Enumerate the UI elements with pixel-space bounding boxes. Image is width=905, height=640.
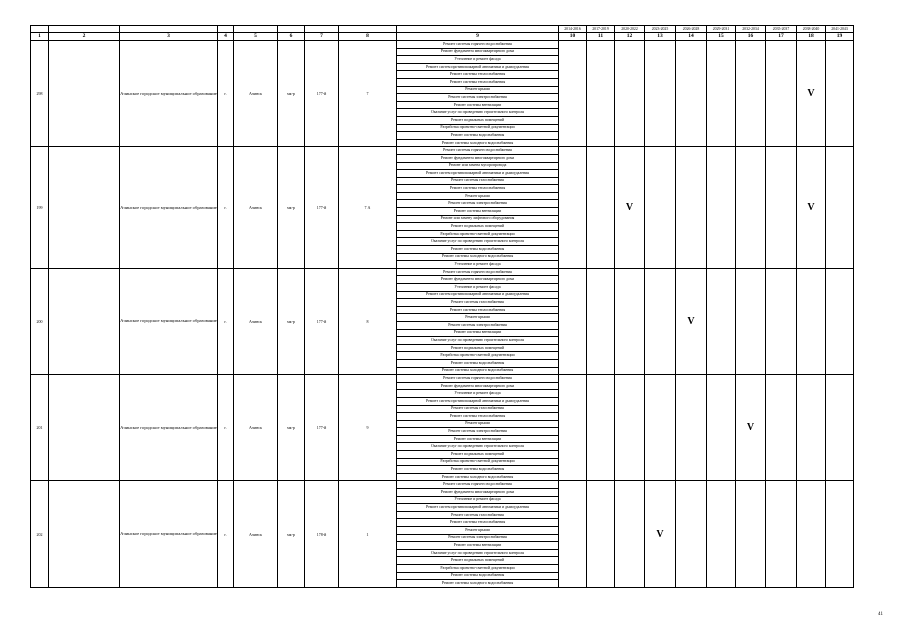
work-item: Ремонт системы электроснабжения xyxy=(397,94,559,102)
settlement-type: г. xyxy=(218,147,234,269)
period-header: 2041-2043 xyxy=(826,26,854,33)
work-item: Ремонт системы теплоснабжения xyxy=(397,413,559,421)
period-mark: V xyxy=(797,147,826,269)
work-item: Ремонт системы электроснабжения xyxy=(397,321,559,329)
period-cell xyxy=(707,481,736,587)
work-item: Ремонт фундамента многоквартирного дома xyxy=(397,276,559,284)
empty-cell xyxy=(49,375,120,481)
work-item: Ремонт или замену лифтового оборудования xyxy=(397,215,559,223)
column-number: 5 xyxy=(234,33,278,41)
work-item: Ремонт системы горячего водоснабжения xyxy=(397,268,559,276)
settlement-type: г. xyxy=(218,481,234,587)
district-type: мк-р xyxy=(278,147,305,269)
district-type: мк-р xyxy=(278,268,305,374)
record-number: 202 xyxy=(31,481,49,587)
work-item: Ремонт системы горячего водоснабжения xyxy=(397,375,559,383)
work-item: Разработка проектно-сметной документации xyxy=(397,564,559,572)
work-item: Ремонт системы водоснабжения xyxy=(397,246,559,254)
record-number: 199 xyxy=(31,147,49,269)
work-item: Ремонт системы газоснабжения xyxy=(397,177,559,185)
work-item: Ремонт системы теплоснабжения xyxy=(397,519,559,527)
work-item: Ремонт системы водоснабжения xyxy=(397,466,559,474)
header-blank-cell xyxy=(31,26,49,33)
work-item: Ремонт системы вентиляции xyxy=(397,101,559,109)
period-cell xyxy=(615,268,645,374)
work-item: Ремонт подвальных помещений xyxy=(397,223,559,231)
work-item: Ремонт систем противопожарной автоматики и дымоудаления xyxy=(397,63,559,71)
work-item: Ремонт систем противопожарной автоматики и дымоудаления xyxy=(397,504,559,512)
period-cell xyxy=(676,147,707,269)
period-cell xyxy=(736,147,766,269)
period-header: 2014-2016 xyxy=(559,26,587,33)
header-blank-cell xyxy=(49,26,120,33)
work-item: Ремонт системы холодного водоснабжения xyxy=(397,367,559,375)
period-mark: V xyxy=(645,481,676,587)
period-cell xyxy=(707,375,736,481)
period-header: 2023-2025 xyxy=(645,26,676,33)
period-cell xyxy=(645,147,676,269)
work-item: Ремонт крыши xyxy=(397,192,559,200)
header-blank-cell xyxy=(234,26,278,33)
work-item: Ремонт системы электроснабжения xyxy=(397,428,559,436)
house-number: 7 xyxy=(339,41,397,147)
work-item: Разработка проектно-сметной документации xyxy=(397,352,559,360)
district-type: мк-р xyxy=(278,41,305,147)
work-item: Ремонт подвальных помещений xyxy=(397,451,559,459)
work-item: Утепление и ремонт фасада xyxy=(397,390,559,398)
record-number: 298 xyxy=(31,41,49,147)
table-row xyxy=(31,375,854,383)
column-number: 7 xyxy=(305,33,339,41)
table-row xyxy=(31,147,854,155)
period-cell xyxy=(736,481,766,587)
city-name: Ачинск xyxy=(234,147,278,269)
period-header: 2035-2037 xyxy=(766,26,797,33)
period-cell xyxy=(587,375,615,481)
house-number: 7 А xyxy=(339,147,397,269)
municipality-name: Ачинское городское муниципальное образование xyxy=(120,375,218,481)
column-number: 17 xyxy=(766,33,797,41)
work-item: Ремонт или замена мусоропровода xyxy=(397,162,559,170)
period-header-row xyxy=(31,26,854,33)
work-item: Ремонт системы вентиляции xyxy=(397,542,559,550)
street-name: 177-й xyxy=(305,268,339,374)
city-name: Ачинск xyxy=(234,481,278,587)
work-item: Ремонт системы холодного водоснабжения xyxy=(397,139,559,147)
column-number: 16 xyxy=(736,33,766,41)
city-name: Ачинск xyxy=(234,268,278,374)
district-type: мк-р xyxy=(278,481,305,587)
period-cell xyxy=(676,375,707,481)
period-cell xyxy=(766,41,797,147)
period-cell xyxy=(797,375,826,481)
work-item: Разработка проектно-сметной документации xyxy=(397,458,559,466)
work-item: Ремонт подвальных помещений xyxy=(397,557,559,565)
period-cell xyxy=(707,147,736,269)
work-item: Ремонт фундамента многоквартирного дома xyxy=(397,48,559,56)
work-item: Утепление и ремонт фасада xyxy=(397,261,559,269)
work-item: Ремонт фундамента многоквартирного дома xyxy=(397,489,559,497)
work-item: Ремонт системы холодного водоснабжения xyxy=(397,580,559,588)
work-item: Ремонт крыши xyxy=(397,314,559,322)
work-item: Ремонт системы горячего водоснабжения xyxy=(397,41,559,49)
period-cell xyxy=(615,41,645,147)
city-name: Ачинск xyxy=(234,375,278,481)
house-number: 8 xyxy=(339,268,397,374)
empty-cell xyxy=(49,41,120,147)
work-item: Ремонт подвальных помещений xyxy=(397,344,559,352)
period-cell xyxy=(797,481,826,587)
column-number: 11 xyxy=(587,33,615,41)
period-cell xyxy=(766,268,797,374)
work-item: Разработка проектно-сметной документации xyxy=(397,230,559,238)
work-item: Ремонт системы холодного водоснабжения xyxy=(397,253,559,261)
work-item: Оказание услуг по проведению строительного контроля xyxy=(397,443,559,451)
house-number: 1 xyxy=(339,481,397,587)
table-body xyxy=(31,26,854,588)
header-blank-cell xyxy=(305,26,339,33)
period-header: 2038-2040 xyxy=(797,26,826,33)
period-cell xyxy=(559,481,587,587)
street-name: 177-й xyxy=(305,147,339,269)
period-cell xyxy=(826,147,854,269)
period-cell xyxy=(559,147,587,269)
work-item: Ремонт фундамента многоквартирного дома xyxy=(397,382,559,390)
period-header: 2017-2019 xyxy=(587,26,615,33)
municipality-name: Ачинское городское муниципальное образование xyxy=(120,41,218,147)
column-number: 18 xyxy=(797,33,826,41)
period-cell xyxy=(559,375,587,481)
period-cell xyxy=(826,268,854,374)
period-cell xyxy=(559,268,587,374)
municipality-name: Ачинское городское муниципальное образование xyxy=(120,147,218,269)
column-number: 3 xyxy=(120,33,218,41)
work-item: Ремонт системы водоснабжения xyxy=(397,359,559,367)
header-blank-cell xyxy=(397,26,559,33)
work-item: Ремонт систем противопожарной автоматики и дымоудаления xyxy=(397,397,559,405)
table-row xyxy=(31,268,854,276)
house-number: 9 xyxy=(339,375,397,481)
period-cell xyxy=(559,41,587,147)
column-number: 8 xyxy=(339,33,397,41)
column-number-row xyxy=(31,33,854,41)
work-item: Оказание услуг по проведению строительного контроля xyxy=(397,109,559,117)
column-number: 15 xyxy=(707,33,736,41)
period-cell xyxy=(736,41,766,147)
period-cell xyxy=(645,41,676,147)
work-item: Ремонт системы газоснабжения xyxy=(397,405,559,413)
work-item: Ремонт систем противопожарной автоматики и дымоудаления xyxy=(397,170,559,178)
work-item: Ремонт системы электроснабжения xyxy=(397,200,559,208)
record-number: 201 xyxy=(31,375,49,481)
work-item: Оказание услуг по проведению строительного контроля xyxy=(397,337,559,345)
street-name: 178-й xyxy=(305,481,339,587)
column-number: 4 xyxy=(218,33,234,41)
period-mark: V xyxy=(736,375,766,481)
period-mark: V xyxy=(797,41,826,147)
work-item: Ремонт систем противопожарной автоматики и дымоудаления xyxy=(397,291,559,299)
street-name: 177-й xyxy=(305,41,339,147)
work-item: Утепление и ремонт фасада xyxy=(397,284,559,292)
period-header: 2029-2031 xyxy=(707,26,736,33)
work-item: Ремонт системы горячего водоснабжения xyxy=(397,147,559,155)
work-item: Ремонт системы электроснабжения xyxy=(397,534,559,542)
column-number: 2 xyxy=(49,33,120,41)
settlement-type: г. xyxy=(218,41,234,147)
column-number: 13 xyxy=(645,33,676,41)
period-header: 2032-2034 xyxy=(736,26,766,33)
header-blank-cell xyxy=(278,26,305,33)
work-item: Ремонт системы газоснабжения xyxy=(397,299,559,307)
work-item: Ремонт системы горячего водоснабжения xyxy=(397,481,559,489)
work-item: Ремонт крыши xyxy=(397,527,559,535)
work-item: Ремонт системы газоснабжения xyxy=(397,511,559,519)
work-item: Ремонт системы теплоснабжения xyxy=(397,306,559,314)
period-cell xyxy=(826,375,854,481)
column-number: 19 xyxy=(826,33,854,41)
work-item: Ремонт системы теплоснабжения xyxy=(397,185,559,193)
period-cell xyxy=(587,41,615,147)
period-cell xyxy=(797,268,826,374)
period-cell xyxy=(707,268,736,374)
period-header: 2026-2028 xyxy=(676,26,707,33)
header-blank-cell xyxy=(218,26,234,33)
municipality-name: Ачинское городское муниципальное образование xyxy=(120,268,218,374)
page-number: 41 xyxy=(878,612,883,617)
municipality-name: Ачинское городское муниципальное образование xyxy=(120,481,218,587)
work-item: Ремонт системы холодного водоснабжения xyxy=(397,473,559,481)
period-cell xyxy=(766,147,797,269)
work-item: Утепление и ремонт фасада xyxy=(397,496,559,504)
period-cell xyxy=(615,375,645,481)
district-type: мк-р xyxy=(278,375,305,481)
period-cell xyxy=(587,147,615,269)
period-cell xyxy=(826,41,854,147)
empty-cell xyxy=(49,147,120,269)
work-item: Оказание услуг по проведению строительного контроля xyxy=(397,549,559,557)
header-blank-cell xyxy=(120,26,218,33)
header-blank-cell xyxy=(339,26,397,33)
period-cell xyxy=(826,481,854,587)
column-number: 14 xyxy=(676,33,707,41)
period-cell xyxy=(645,268,676,374)
work-item: Ремонт системы водоснабжения xyxy=(397,132,559,140)
work-item: Ремонт фундамента многоквартирного дома xyxy=(397,154,559,162)
work-item: Ремонт системы теплоснабжения xyxy=(397,78,559,86)
period-mark: V xyxy=(615,147,645,269)
record-number: 200 xyxy=(31,268,49,374)
period-cell xyxy=(676,481,707,587)
period-cell xyxy=(766,375,797,481)
empty-cell xyxy=(49,268,120,374)
table-row xyxy=(31,41,854,49)
work-item: Ремонт системы вентиляции xyxy=(397,208,559,216)
column-number: 10 xyxy=(559,33,587,41)
work-item: Ремонт подвальных помещений xyxy=(397,116,559,124)
settlement-type: г. xyxy=(218,375,234,481)
period-cell xyxy=(707,41,736,147)
column-number: 9 xyxy=(397,33,559,41)
period-header: 2020-2022 xyxy=(615,26,645,33)
column-number: 1 xyxy=(31,33,49,41)
work-item: Ремонт крыши xyxy=(397,420,559,428)
period-cell xyxy=(736,268,766,374)
work-item: Оказание услуг по проведению строительного контроля xyxy=(397,238,559,246)
period-cell xyxy=(587,268,615,374)
work-item: Утепление и ремонт фасада xyxy=(397,56,559,64)
work-item: Ремонт системы вентиляции xyxy=(397,435,559,443)
empty-cell xyxy=(49,481,120,587)
period-cell xyxy=(587,481,615,587)
work-item: Разработка проектно-сметной документации xyxy=(397,124,559,132)
period-cell xyxy=(676,41,707,147)
period-cell xyxy=(766,481,797,587)
work-item: Ремонт системы вентиляции xyxy=(397,329,559,337)
work-item: Ремонт системы водоснабжения xyxy=(397,572,559,580)
document-sheet xyxy=(30,25,848,588)
settlement-type: г. xyxy=(218,268,234,374)
column-number: 6 xyxy=(278,33,305,41)
city-name: Ачинск xyxy=(234,41,278,147)
period-cell xyxy=(615,481,645,587)
work-item: Ремонт системы теплоснабжения xyxy=(397,71,559,79)
work-item: Ремонт крыши xyxy=(397,86,559,94)
column-number: 12 xyxy=(615,33,645,41)
street-name: 177-й xyxy=(305,375,339,481)
table-row xyxy=(31,481,854,489)
capital-repair-table xyxy=(30,25,854,588)
period-mark: V xyxy=(676,268,707,374)
period-cell xyxy=(645,375,676,481)
